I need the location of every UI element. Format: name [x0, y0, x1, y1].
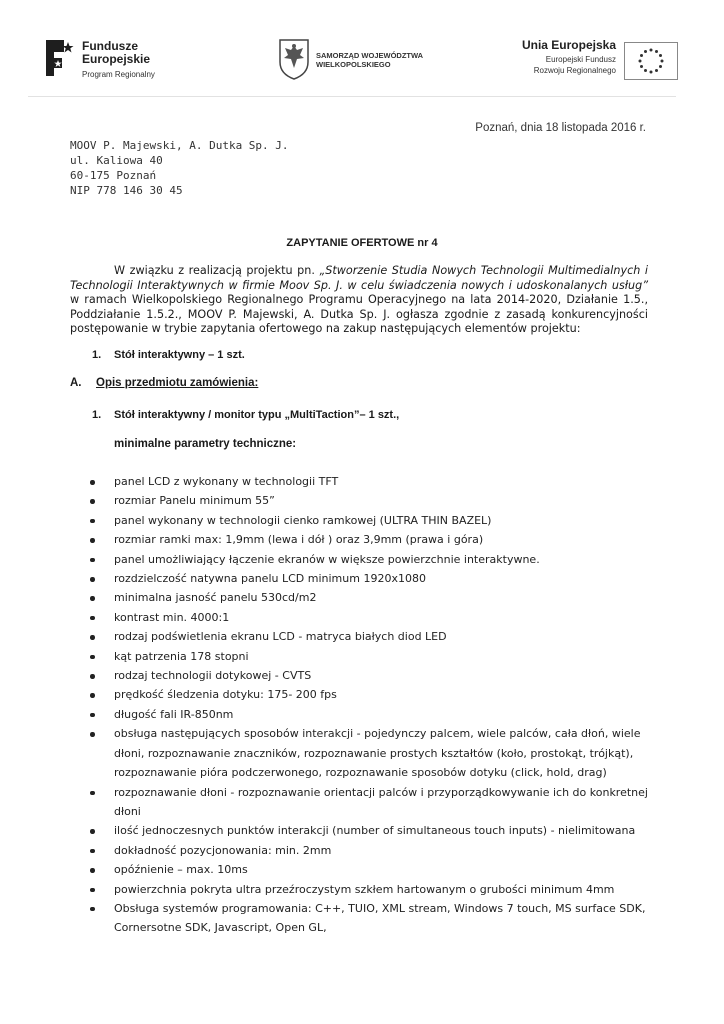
bullet-dot-icon	[90, 635, 95, 640]
list-item	[88, 880, 648, 899]
sender-street: ul. Kaliowa 40	[70, 154, 163, 167]
bullet-dot-icon	[90, 868, 95, 873]
list-item-text: ilość jednoczesnych punktów interakcji (number of simultaneous touch inputs) - nielimitowana	[114, 824, 636, 838]
subitem-1-heading	[92, 409, 399, 421]
list-item-text: dokładność pozycjonowania: min. 2mm	[114, 843, 332, 857]
list-item	[88, 860, 648, 879]
list-item	[88, 608, 648, 627]
eu-flag-icon	[624, 42, 678, 80]
list-item-text: długość fali IR-850nm	[114, 707, 234, 721]
list-item	[88, 472, 648, 491]
list-item	[88, 705, 648, 724]
document-title: ZAPYTANIE OFERTOWE nr 4	[286, 237, 438, 249]
list-item	[88, 647, 648, 666]
bullet-dot-icon	[90, 577, 95, 582]
samorzad-line1: SAMORZĄD WOJEWÓDZTWA	[316, 51, 424, 60]
bullet-dot-icon	[90, 713, 95, 718]
sender-nip: NIP 778 146 30 45	[70, 184, 183, 197]
list-item	[88, 511, 648, 530]
fe-name-line1: Fundusze	[82, 39, 138, 53]
unia-europejska-logo	[488, 36, 678, 86]
list-item-text: minimalna jasność panelu 530cd/m2	[114, 591, 317, 605]
bullet-dot-icon	[90, 538, 95, 543]
fe-star-icon	[42, 38, 76, 78]
section-a-label: Opis przedmiotu zamówienia:	[96, 377, 259, 389]
bullet-dot-icon	[90, 732, 95, 737]
list-item-text: powierzchnia pokryta ultra przeźroczystym szkłem hartowanym o grubości minimum 4mm	[114, 882, 615, 896]
list-item-text: rozpoznawanie dłoni - rozpoznawanie orientacji palców i przyporządkowywanie ich do konkretnej dłoni	[114, 785, 648, 818]
list-item-text: rodzaj podświetlenia ekranu LCD - matryca białych diod LED	[114, 630, 447, 644]
list-item-text: rozdzielczość natywna panelu LCD minimum 1920x1080	[114, 572, 426, 586]
list-item-text: obsługa następujących sposobów interakcji - pojedynczy palcem, wiele palców, cała dłoń, wiele dłoni, rozpoznawanie znaczników, rozpoznawanie prostych kształtów (koło, prostokąt, trójkąt), rozpoznawanie pióra podczerwonego, rozpoznawanie sposobów dotyku (click, hold, drag)	[114, 727, 641, 780]
list-item	[88, 588, 648, 607]
section-a-letter: A.	[70, 377, 82, 389]
samorzad-logo	[278, 38, 438, 82]
subitem-1-label: Stół interaktywny / monitor typu „MultiTaction”– 1 szt.,	[114, 409, 400, 421]
bullet-dot-icon	[90, 907, 95, 912]
list-item-text: prędkość śledzenia dotyku: 175- 200 fps	[114, 688, 337, 702]
bullet-dot-icon	[90, 519, 95, 524]
list-item-text: Obsługa systemów programowania: C++, TUIO, XML stream, Windows 7 touch, MS surface SDK, Cornersotne SDK, Javascript, Open GL,	[114, 901, 646, 935]
intro-paragraph	[70, 264, 648, 337]
bullet-dot-icon	[90, 829, 95, 834]
list-item-text: panel wykonany w technologii cienko ramkowej (ULTRA THIN BAZEL)	[114, 513, 492, 527]
params-label: minimalne parametry techniczne:	[114, 438, 297, 450]
ue-line2: Rozwoju Regionalnego	[533, 66, 616, 75]
bullet-dot-icon	[90, 791, 95, 796]
sender-company: MOOV P. Majewski, A. Dutka Sp. J.	[70, 139, 289, 152]
bullet-dot-icon	[90, 596, 95, 601]
list-item-text: kontrast min. 4000:1	[114, 610, 230, 624]
place-and-date: Poznań, dnia 18 listopada 2016 r.	[475, 122, 646, 134]
bullet-dot-icon	[90, 616, 95, 621]
bullet-dot-icon	[90, 655, 95, 660]
list-item	[88, 685, 648, 704]
list-item	[88, 530, 648, 549]
subitem-1-number: 1.	[92, 409, 102, 421]
item-1-heading	[92, 349, 245, 361]
section-a-heading	[70, 377, 258, 389]
list-item	[88, 841, 648, 860]
sender-address-block	[70, 138, 289, 198]
list-item	[88, 491, 648, 510]
bullet-dot-icon	[90, 693, 95, 698]
list-item	[88, 783, 648, 822]
list-item	[88, 899, 648, 938]
samorzad-line2: WIELKOPOLSKIEGO	[316, 60, 391, 69]
list-item-text: rodzaj technologii dotykowej - CVTS	[114, 669, 312, 683]
list-item-text: rozmiar Panelu minimum 55”	[114, 494, 275, 508]
fundusze-europejskie-logo	[42, 36, 172, 86]
project-name: „Stworzenie Studia Nowych Technologii Multimedialnych i Technologii Interaktywnych w firmie Moov Sp. J. w celu świadczenia nowych i udoskonalanych usług”	[70, 264, 648, 292]
bullet-dot-icon	[90, 499, 95, 504]
bullet-dot-icon	[90, 674, 95, 679]
list-item	[88, 627, 648, 646]
list-item-text: rozmiar ramki max: 1,9mm (lewa i dół ) oraz 3,9mm (prawa i góra)	[114, 533, 484, 547]
bullet-dot-icon	[90, 480, 95, 485]
header-logos	[28, 24, 676, 97]
ue-title: Unia Europejska	[521, 38, 616, 52]
list-item	[88, 821, 648, 840]
bullet-dot-icon	[90, 849, 95, 854]
intro-part1: W związku z realizacją projektu pn.	[114, 264, 320, 277]
fe-subtitle: Program Regionalny	[82, 70, 155, 79]
intro-part2: w ramach Wielkopolskiego Regionalnego Programu Operacyjnego na lata 2014-2020, Działanie 1.5., Poddziałanie 1.5.2., MOOV P. Majewski, A. Dutka Sp. J. ogłasza zgodnie z zasadą konkurencyjności postępowanie w trybie zapytania ofertowego na zakup następujących elementów projektu:	[70, 293, 648, 336]
item-1-label: Stół interaktywny – 1 szt.	[114, 349, 245, 361]
fe-name-line2: Europejskie	[82, 52, 151, 66]
parameters-list	[88, 472, 648, 938]
list-item-text: panel LCD z wykonany w technologii TFT	[114, 475, 339, 488]
sender-city: 60-175 Poznań	[70, 169, 157, 182]
list-item	[88, 724, 648, 782]
list-item-text: kąt patrzenia 178 stopni	[114, 649, 249, 663]
bullet-dot-icon	[90, 558, 95, 563]
list-item	[88, 550, 648, 569]
ue-line1: Europejski Fundusz	[545, 55, 616, 64]
list-item	[88, 569, 648, 588]
list-item-text: panel umożliwiający łączenie ekranów w większe powierzchnie interaktywne.	[114, 552, 540, 566]
item-1-number: 1.	[92, 349, 102, 361]
eagle-crest-icon	[278, 38, 310, 80]
bullet-dot-icon	[90, 888, 95, 893]
list-item	[88, 666, 648, 685]
list-item-text: opóźnienie – max. 10ms	[114, 863, 248, 877]
